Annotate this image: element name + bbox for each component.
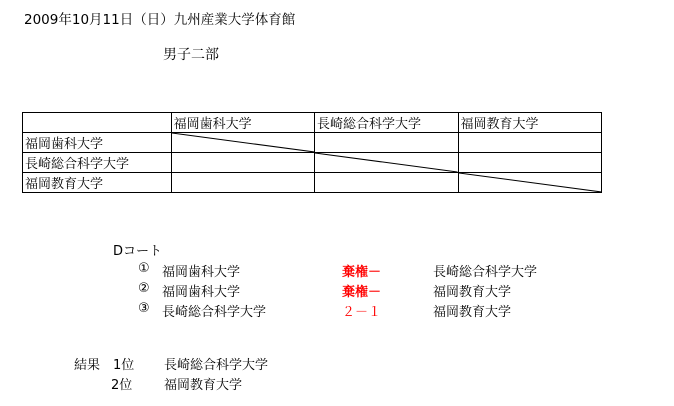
match-number: ① (138, 261, 150, 276)
row-header-1: 福岡歯科大学 (23, 133, 172, 153)
matrix-corner-cell (23, 113, 172, 133)
court-label: Dコート (113, 244, 163, 259)
row-header-2: 長崎総合科学大学 (23, 153, 172, 173)
matrix-cell-3-3 (458, 173, 601, 193)
matrix-cell-1-1 (171, 133, 314, 153)
results-label: 結果 1位 (74, 358, 135, 373)
diagonal-line-icon (172, 133, 314, 152)
row-header-3: 福岡教育大学 (23, 173, 172, 193)
matrix-cell-1-2 (315, 133, 458, 153)
table-row (23, 153, 602, 173)
matrix-cell-3-2 (315, 173, 458, 193)
header-date-venue: 2009年10月11日（日）九州産業大学体育館 (24, 12, 296, 28)
match-score: 棄権－ (342, 285, 382, 300)
diagonal-line-icon (459, 173, 601, 192)
match-score: ２－１ (342, 305, 382, 320)
match-team-home: 長崎総合科学大学 (162, 305, 267, 320)
result-team: 福岡教育大学 (164, 378, 243, 393)
match-team-home: 福岡歯科大学 (162, 285, 241, 300)
match-team-away: 福岡教育大学 (433, 285, 512, 300)
match-number: ③ (138, 301, 150, 316)
table-header-row (23, 113, 602, 133)
match-team-away: 福岡教育大学 (433, 305, 512, 320)
column-header-1: 福岡歯科大学 (171, 113, 314, 133)
match-team-away: 長崎総合科学大学 (433, 265, 538, 280)
table-row (23, 173, 602, 193)
result-rank: 2位 (111, 378, 133, 393)
result-team-first: 長崎総合科学大学 (164, 358, 269, 373)
column-header-2: 長崎総合科学大学 (315, 113, 458, 133)
matrix-cell-2-1 (171, 153, 314, 173)
division-title: 男子二部 (163, 47, 219, 63)
diagonal-line-icon (315, 153, 457, 172)
matrix-cell-2-3 (458, 153, 601, 173)
table-row (23, 133, 602, 153)
match-number: ② (138, 281, 150, 296)
column-header-3: 福岡教育大学 (458, 113, 601, 133)
matrix-cell-3-1 (171, 173, 314, 193)
results-matrix-table (22, 112, 602, 193)
matrix-cell-2-2 (315, 153, 458, 173)
match-team-home: 福岡歯科大学 (162, 265, 241, 280)
matrix-cell-1-3 (458, 133, 601, 153)
match-score: 棄権－ (342, 265, 382, 280)
